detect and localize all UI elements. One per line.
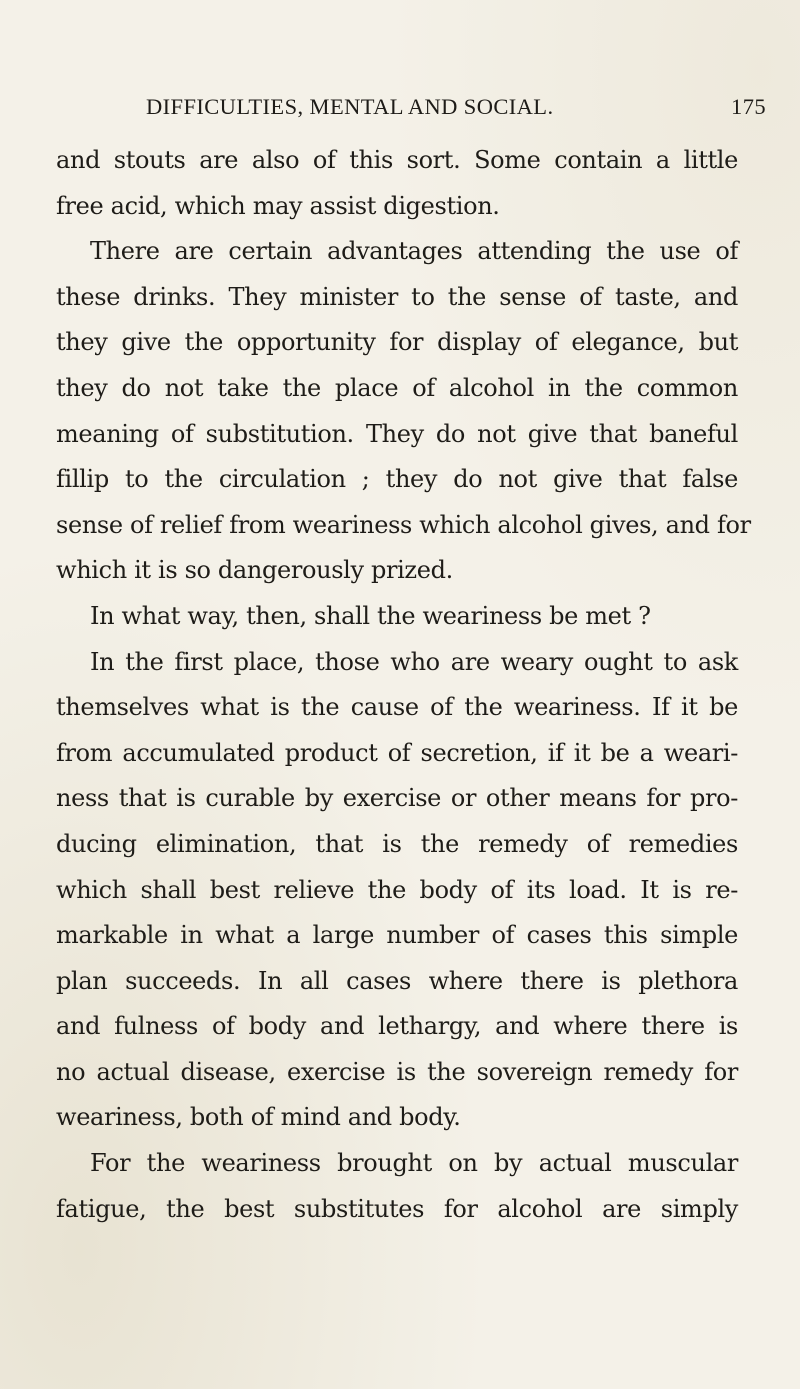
running-title: DIFFICULTIES, MENTAL AND SOCIAL.: [146, 94, 554, 119]
page-number: 175: [731, 94, 766, 119]
text-line: which shall best relieve the body of its load. It is re-: [56, 875, 738, 904]
text-line: and stouts are also of this sort. Some contain a little: [56, 146, 738, 174]
text-line: from accumulated product of secretion, if it be a weari-: [56, 738, 738, 767]
body-text: [56, 138, 751, 1232]
text-line: no actual disease, exercise is the sovereign remedy for: [56, 1057, 738, 1086]
text-line: For the weariness brought on by actual muscular: [90, 1149, 738, 1178]
text-line: these drinks. They minister to the sense of taste, and: [56, 282, 738, 311]
text-line: meaning of substitution. They do not give that baneful: [56, 419, 738, 448]
text-line: and fulness of body and lethargy, and where there is: [56, 1012, 738, 1041]
text-line: In what way, then, shall the weariness be met ?: [90, 601, 651, 630]
text-line: themselves what is the cause of the weariness. If it be: [56, 693, 738, 722]
text-line: There are certain advantages attending the use of: [90, 237, 738, 266]
text-line: ducing elimination, that is the remedy of remedies: [56, 829, 738, 858]
running-head: [146, 94, 766, 126]
text-line: In the first place, those who are weary ought to ask: [90, 647, 738, 676]
text-line: they give the opportunity for display of elegance, but: [56, 328, 738, 357]
text-line: plan succeeds. In all cases where there is plethora: [56, 966, 738, 995]
text-line: markable in what a large number of cases this simple: [56, 921, 738, 950]
text-line: fillip to the circulation ; they do not give that false: [56, 465, 738, 494]
text-line: sense of relief from weariness which alcohol gives, and for: [56, 510, 751, 539]
text-line: which it is so dangerously prized.: [56, 556, 453, 585]
text-line: free acid, which may assist digestion.: [56, 191, 500, 220]
text-line: weariness, both of mind and body.: [56, 1103, 461, 1132]
text-line: ness that is curable by exercise or other means for pro-: [56, 784, 738, 813]
text-line: they do not take the place of alcohol in the common: [56, 373, 738, 402]
text-line: fatigue, the best substitutes for alcohol are simply: [56, 1194, 738, 1223]
